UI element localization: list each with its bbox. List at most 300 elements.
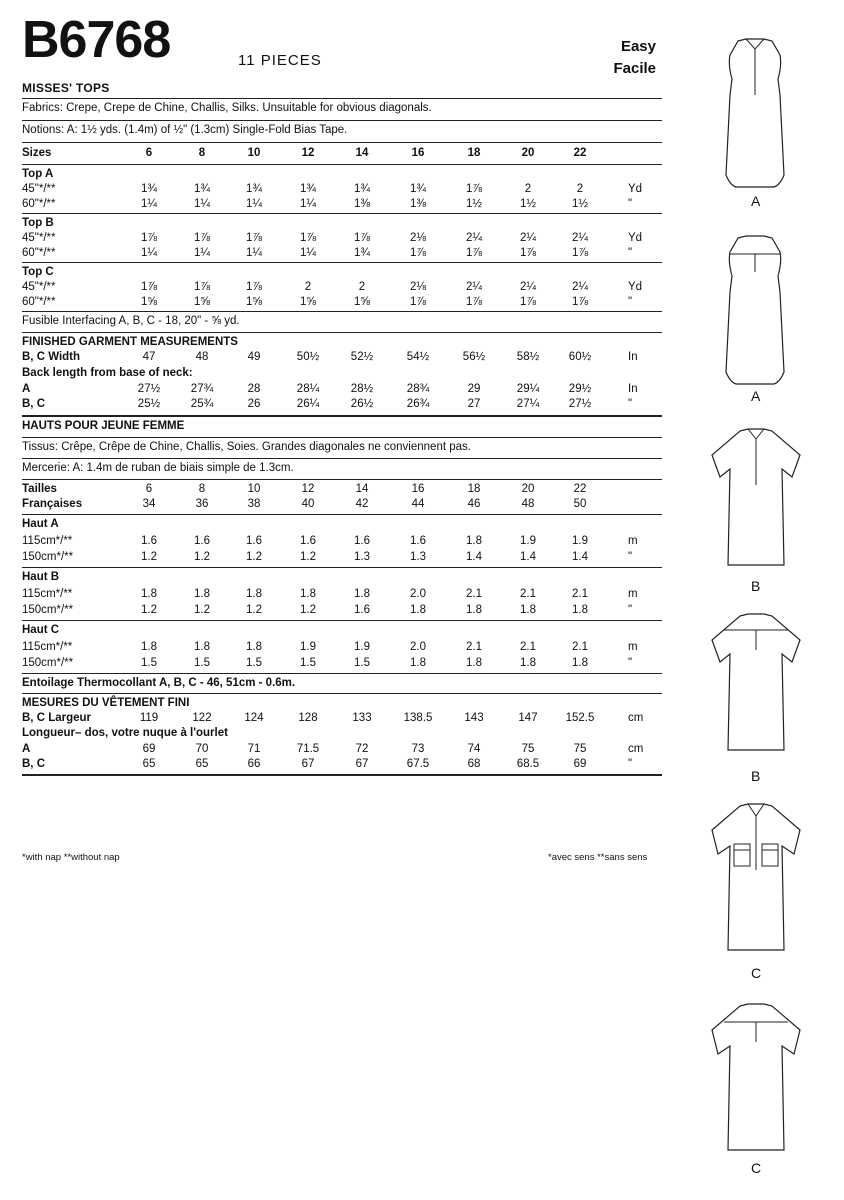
row-label: B, C Width (22, 351, 81, 363)
table-cell: 2 (576, 183, 584, 195)
table-cell: 28¾ (406, 383, 430, 395)
table-cell: 1.8 (354, 588, 370, 600)
divider (22, 479, 662, 480)
pieces-count: 11 PIECES (238, 52, 322, 69)
divider (22, 437, 662, 438)
table-cell: 124 (244, 712, 264, 724)
table-cell: 6 (145, 483, 153, 495)
table-cell: 16 (411, 483, 425, 495)
yardage-row (22, 533, 662, 550)
francaises-row (22, 496, 662, 513)
table-cell: 14 (355, 483, 369, 495)
table-cell: 1¼ (300, 247, 316, 259)
row-label: Mercerie: A: 1.4m de ruban de biais simple de 1.3cm. (22, 462, 294, 474)
garment-illustration-c-back (696, 1000, 816, 1160)
table-cell: 1⅞ (141, 232, 157, 244)
table-cell: 67 (355, 758, 369, 770)
row-label: Haut B (22, 571, 60, 583)
table-cell: 1¾ (300, 183, 316, 195)
table-cell: 119 (139, 712, 159, 724)
table-cell: 1¾ (354, 247, 370, 259)
table-cell: 67 (301, 758, 315, 770)
row-label: 115cm*/** (22, 535, 73, 547)
table-cell: 1.2 (194, 604, 210, 616)
row-label: 45"*/** (22, 183, 56, 195)
width-row (22, 349, 662, 366)
row-label: 150cm*/** (22, 604, 74, 616)
view-label: A (751, 193, 761, 209)
table-cell: 1⅞ (246, 232, 262, 244)
table-cell: 48 (195, 351, 209, 363)
table-cell: 1.6 (410, 535, 426, 547)
table-cell: 65 (195, 758, 209, 770)
divider (22, 120, 662, 121)
unit-label: Yd (628, 183, 643, 195)
table-cell: 38 (247, 498, 261, 510)
table-cell: 27¼ (516, 398, 540, 410)
table-cell: 1.8 (572, 657, 588, 669)
row-label: 60"*/** (22, 198, 56, 210)
table-cell: 1⅝ (194, 296, 210, 308)
table-cell: 1¾ (194, 183, 210, 195)
table-cell: 2¼ (466, 232, 482, 244)
garment-illustration-c-front (696, 800, 816, 960)
table-cell: 47 (142, 351, 156, 363)
table-cell: 27½ (137, 383, 161, 395)
table-cell: 1¼ (246, 247, 262, 259)
section-title-fr (22, 418, 662, 435)
table-cell: 152.5 (565, 712, 595, 724)
divider (22, 213, 662, 214)
view-label: A (751, 388, 761, 404)
table-cell: 2.0 (410, 641, 426, 653)
divider (22, 774, 662, 776)
table-cell: 28½ (350, 383, 374, 395)
table-cell: 1⅞ (246, 281, 262, 293)
row-label: 60"*/** (22, 247, 56, 259)
row-label: Entoilage Thermocollant A, B, C - 46, 51cm - 0.6m. (22, 677, 296, 689)
table-cell: 1.2 (246, 551, 262, 563)
table-cell: 122 (192, 712, 212, 724)
table-cell: 54½ (406, 351, 430, 363)
table-cell: 34 (142, 498, 156, 510)
unit-label: In (628, 351, 638, 363)
notions-row: Notions: A: 1½ yds. (1.4m) of ½" (1.3cm) Single-Fold Bias Tape. (22, 124, 348, 136)
table-cell: 1⅞ (466, 183, 482, 195)
table-cell: 1.8 (246, 641, 262, 653)
unit-label: " (628, 758, 633, 770)
tissus-row (22, 439, 662, 456)
entoilage-row (22, 675, 662, 692)
table-cell: 1.2 (141, 604, 157, 616)
row-label: 150cm*/** (22, 551, 74, 563)
table-cell: 1⅞ (410, 296, 426, 308)
view-heading (22, 569, 662, 586)
table-cell: 2¼ (520, 281, 536, 293)
table-cell: 2.1 (572, 641, 588, 653)
footnote-fr: *avec sens **sans sens (548, 852, 648, 863)
table-cell: 1.6 (354, 604, 370, 616)
table-cell: 1.5 (246, 657, 262, 669)
table-cell: 2 (358, 281, 366, 293)
table-cell: 1.8 (520, 604, 536, 616)
table-cell: 22 (573, 483, 587, 495)
mercerie-row (22, 460, 662, 477)
table-cell: 1.5 (141, 657, 157, 669)
table-cell: 1.6 (194, 535, 210, 547)
table-cell: 1.3 (410, 551, 426, 563)
row-label: FINISHED GARMENT MEASUREMENTS (22, 336, 238, 348)
divider (22, 693, 662, 694)
table-cell: 1.5 (354, 657, 370, 669)
table-cell: 26¼ (296, 398, 320, 410)
table-cell: 49 (247, 351, 261, 363)
table-cell: 2 (304, 281, 312, 293)
table-cell: 1⅞ (466, 247, 482, 259)
table-cell: 1.2 (194, 551, 210, 563)
row-label: 60"*/** (22, 296, 56, 308)
table-cell: 50 (573, 498, 587, 510)
divider (22, 98, 662, 99)
table-cell: 1.9 (300, 641, 316, 653)
section-title-en: MISSES' TOPS (22, 81, 110, 95)
table-cell: 1.9 (354, 641, 370, 653)
table-cell: 1½ (572, 198, 588, 210)
table-cell: 10 (247, 483, 261, 495)
table-cell: 1⅞ (466, 296, 482, 308)
table-cell: 2⅛ (410, 232, 426, 244)
table-cell: 1¼ (300, 198, 316, 210)
row-label: Longueur– dos, votre nuque à l'ourlet (22, 727, 228, 739)
table-cell: 2¼ (572, 281, 588, 293)
divider (22, 164, 662, 165)
unit-label: " (628, 247, 633, 259)
table-cell: 1⅞ (141, 281, 157, 293)
table-cell: 27 (467, 398, 481, 410)
table-cell: 69 (142, 743, 156, 755)
table-cell: 1½ (466, 198, 482, 210)
table-cell: 74 (467, 743, 481, 755)
table-cell: 2.1 (466, 588, 482, 600)
table-cell: 1.4 (572, 551, 588, 563)
table-cell: 28¼ (296, 383, 320, 395)
unit-label: Yd (628, 232, 643, 244)
divider (22, 262, 662, 263)
table-cell: 1.8 (410, 604, 426, 616)
table-cell: 1⅝ (354, 296, 370, 308)
divider (22, 620, 662, 621)
table-cell: 70 (195, 743, 209, 755)
yardage-row (22, 245, 662, 262)
table-cell: 18 (467, 147, 481, 159)
table-cell: 1⅞ (520, 247, 536, 259)
unit-label: " (628, 198, 633, 210)
table-cell: 58½ (516, 351, 540, 363)
table-cell: 1.6 (246, 535, 262, 547)
table-cell: 128 (298, 712, 318, 724)
fabrics-row: Fabrics: Crepe, Crepe de Chine, Challis, Silks. Unsuitable for obvious diagonals. (22, 102, 432, 114)
table-cell: 1.6 (141, 535, 157, 547)
table-cell: 29¼ (516, 383, 540, 395)
unit-label: In (628, 383, 638, 395)
table-cell: 1.8 (246, 588, 262, 600)
table-cell: 1.8 (194, 588, 210, 600)
table-cell: 1⅞ (354, 232, 370, 244)
table-cell: 66 (247, 758, 261, 770)
table-cell: 1.8 (466, 657, 482, 669)
table-cell: 1⅝ (246, 296, 262, 308)
divider (22, 142, 662, 143)
view-heading (22, 622, 662, 639)
table-cell: 1.3 (354, 551, 370, 563)
view-label: C (751, 1160, 762, 1176)
table-cell: 1¼ (194, 247, 210, 259)
row-label: Back length from base of neck: (22, 367, 193, 379)
table-cell: 72 (355, 743, 369, 755)
table-cell: 1⅝ (300, 296, 316, 308)
table-cell: 143 (464, 712, 484, 724)
unit-label: " (628, 604, 633, 616)
garment-illustration-a-front (700, 35, 810, 195)
table-cell: 36 (195, 498, 209, 510)
table-cell: 1⅜ (410, 198, 426, 210)
table-cell: 44 (411, 498, 425, 510)
table-cell: 60½ (568, 351, 592, 363)
row-label: Tailles (22, 483, 57, 495)
table-cell: 29 (467, 383, 481, 395)
table-cell: 56½ (462, 351, 486, 363)
table-cell: 1¾ (141, 183, 157, 195)
table-cell: 1½ (520, 198, 536, 210)
table-cell: 2.1 (520, 588, 536, 600)
table-cell: 12 (301, 147, 315, 159)
interfacing-row (22, 313, 662, 330)
divider (22, 415, 662, 417)
yardage-row (22, 639, 662, 656)
table-cell: 73 (411, 743, 425, 755)
table-cell: 42 (355, 498, 369, 510)
table-cell: 12 (301, 483, 315, 495)
row-label: 45"*/** (22, 232, 56, 244)
longueur-title (22, 725, 662, 742)
table-cell: 18 (467, 483, 481, 495)
longueur-row (22, 756, 662, 773)
table-cell: 71.5 (296, 743, 320, 755)
row-label: Haut A (22, 518, 59, 530)
table-cell: 68 (467, 758, 481, 770)
back-length-title (22, 365, 662, 382)
table-cell: 1.8 (572, 604, 588, 616)
table-cell: 1.6 (354, 535, 370, 547)
table-cell: 1¾ (354, 183, 370, 195)
table-cell: 1.2 (300, 551, 316, 563)
table-cell: 1.5 (194, 657, 210, 669)
table-cell: 1⅞ (410, 247, 426, 259)
table-cell: 52½ (350, 351, 374, 363)
table-cell: 2¼ (572, 232, 588, 244)
table-cell: 28 (247, 383, 261, 395)
table-cell: 1⅞ (572, 247, 588, 259)
table-cell: 1⅞ (572, 296, 588, 308)
row-label: Sizes (22, 147, 52, 159)
table-cell: 8 (198, 483, 206, 495)
row-label: 115cm*/** (22, 588, 73, 600)
table-cell: 1.8 (466, 535, 482, 547)
unit-label: Yd (628, 281, 643, 293)
yardage-row (22, 294, 662, 311)
divider (22, 458, 662, 459)
table-cell: 1.8 (300, 588, 316, 600)
table-cell: 29½ (568, 383, 592, 395)
yardage-row (22, 586, 662, 603)
row-label: B, C (22, 758, 45, 770)
table-cell: 1⅞ (300, 232, 316, 244)
table-cell: 1.8 (466, 604, 482, 616)
row-label: MESURES DU VÊTEMENT FINI (22, 697, 190, 709)
garment-illustration-a-back (700, 232, 810, 392)
table-cell: 1.8 (194, 641, 210, 653)
row-label: 45"*/** (22, 281, 56, 293)
table-cell: 1.8 (141, 641, 157, 653)
footnote-en: *with nap **without nap (22, 852, 120, 863)
table-cell: 1.8 (520, 657, 536, 669)
difficulty-en: Easy (620, 38, 656, 55)
yardage-row (22, 602, 662, 619)
table-cell: 2.0 (410, 588, 426, 600)
table-cell: 1¼ (141, 247, 157, 259)
table-cell: 1.8 (410, 657, 426, 669)
table-cell: 147 (518, 712, 538, 724)
table-cell: 2.1 (572, 588, 588, 600)
table-cell: 65 (142, 758, 156, 770)
view-label: B (751, 578, 761, 594)
row-label: Top C (22, 266, 54, 278)
table-cell: 27½ (568, 398, 592, 410)
table-cell: 1.8 (141, 588, 157, 600)
table-cell: 2.1 (466, 641, 482, 653)
table-cell: 20 (521, 483, 535, 495)
table-cell: 133 (352, 712, 372, 724)
row-label: Haut C (22, 624, 60, 636)
difficulty-fr: Facile (613, 60, 656, 77)
unit-label: " (628, 551, 633, 563)
table-cell: 138.5 (403, 712, 433, 724)
row-label: 115cm*/** (22, 641, 73, 653)
table-cell: 14 (355, 147, 369, 159)
table-cell: 1.9 (572, 535, 588, 547)
unit-label: cm (628, 743, 644, 755)
table-cell: 48 (521, 498, 535, 510)
table-cell: 50½ (296, 351, 320, 363)
unit-label: m (628, 641, 638, 653)
view-label: B (751, 768, 761, 784)
row-label: Top B (22, 217, 54, 229)
divider (22, 567, 662, 568)
table-cell: 1.6 (300, 535, 316, 547)
row-label: Fusible Interfacing A, B, C - 18, 20" - ⅝ yd. (22, 315, 240, 327)
yardage-row (22, 655, 662, 672)
table-cell: 2¼ (520, 232, 536, 244)
yardage-row (22, 196, 662, 213)
table-cell: 46 (467, 498, 481, 510)
table-cell: 2 (524, 183, 532, 195)
table-cell: 1¼ (246, 198, 262, 210)
table-cell: 22 (573, 147, 587, 159)
table-cell: 2⅛ (410, 281, 426, 293)
unit-label: m (628, 535, 638, 547)
view-label: C (751, 965, 762, 981)
table-cell: 71 (247, 743, 261, 755)
unit-label: m (628, 588, 638, 600)
sizes-row (22, 145, 662, 162)
table-cell: 1¼ (194, 198, 210, 210)
divider (22, 311, 662, 312)
row-label: 150cm*/** (22, 657, 74, 669)
table-cell: 75 (573, 743, 587, 755)
row-label: B, C (22, 398, 45, 410)
table-cell: 1.2 (246, 604, 262, 616)
unit-label: " (628, 296, 633, 308)
table-cell: 40 (301, 498, 315, 510)
table-cell: 2.1 (520, 641, 536, 653)
back-length-row (22, 396, 662, 413)
table-cell: 1¾ (246, 183, 262, 195)
divider (22, 673, 662, 674)
table-cell: 1¼ (141, 198, 157, 210)
table-cell: 1.4 (466, 551, 482, 563)
table-cell: 6 (145, 147, 153, 159)
row-label: Tissus: Crêpe, Crêpe de Chine, Challis, Soies. Grandes diagonales ne conviennent pas. (22, 441, 471, 453)
table-cell: 27¾ (190, 383, 214, 395)
table-cell: 26 (247, 398, 261, 410)
row-label: A (22, 383, 31, 395)
table-cell: 1⅜ (354, 198, 370, 210)
table-cell: 75 (521, 743, 535, 755)
row-label: A (22, 743, 31, 755)
table-cell: 1⅞ (520, 296, 536, 308)
table-cell: 1.2 (300, 604, 316, 616)
table-cell: 1.4 (520, 551, 536, 563)
table-cell: 67.5 (406, 758, 430, 770)
table-cell: 1⅞ (194, 232, 210, 244)
unit-label: cm (628, 712, 644, 724)
table-cell: 1.9 (520, 535, 536, 547)
table-cell: 25¾ (190, 398, 214, 410)
table-cell: 10 (247, 147, 261, 159)
table-cell: 1.2 (141, 551, 157, 563)
row-label: Top A (22, 168, 54, 180)
table-cell: 1⅝ (141, 296, 157, 308)
table-cell: 26¾ (406, 398, 430, 410)
difficulty-label (600, 36, 656, 80)
unit-label: " (628, 657, 633, 669)
garment-illustration-b-front (696, 425, 816, 575)
table-cell: 2¼ (466, 281, 482, 293)
table-cell: 1.5 (300, 657, 316, 669)
table-cell: 8 (198, 147, 206, 159)
yardage-row (22, 549, 662, 566)
unit-label: " (628, 398, 633, 410)
table-cell: 25½ (137, 398, 161, 410)
table-cell: 1⅞ (194, 281, 210, 293)
garment-illustration-b-back (696, 610, 816, 760)
row-label: HAUTS POUR JEUNE FEMME (22, 420, 185, 432)
divider (22, 514, 662, 515)
table-cell: 68.5 (516, 758, 540, 770)
table-cell: 20 (521, 147, 535, 159)
table-cell: 69 (573, 758, 587, 770)
table-cell: 1¾ (410, 183, 426, 195)
